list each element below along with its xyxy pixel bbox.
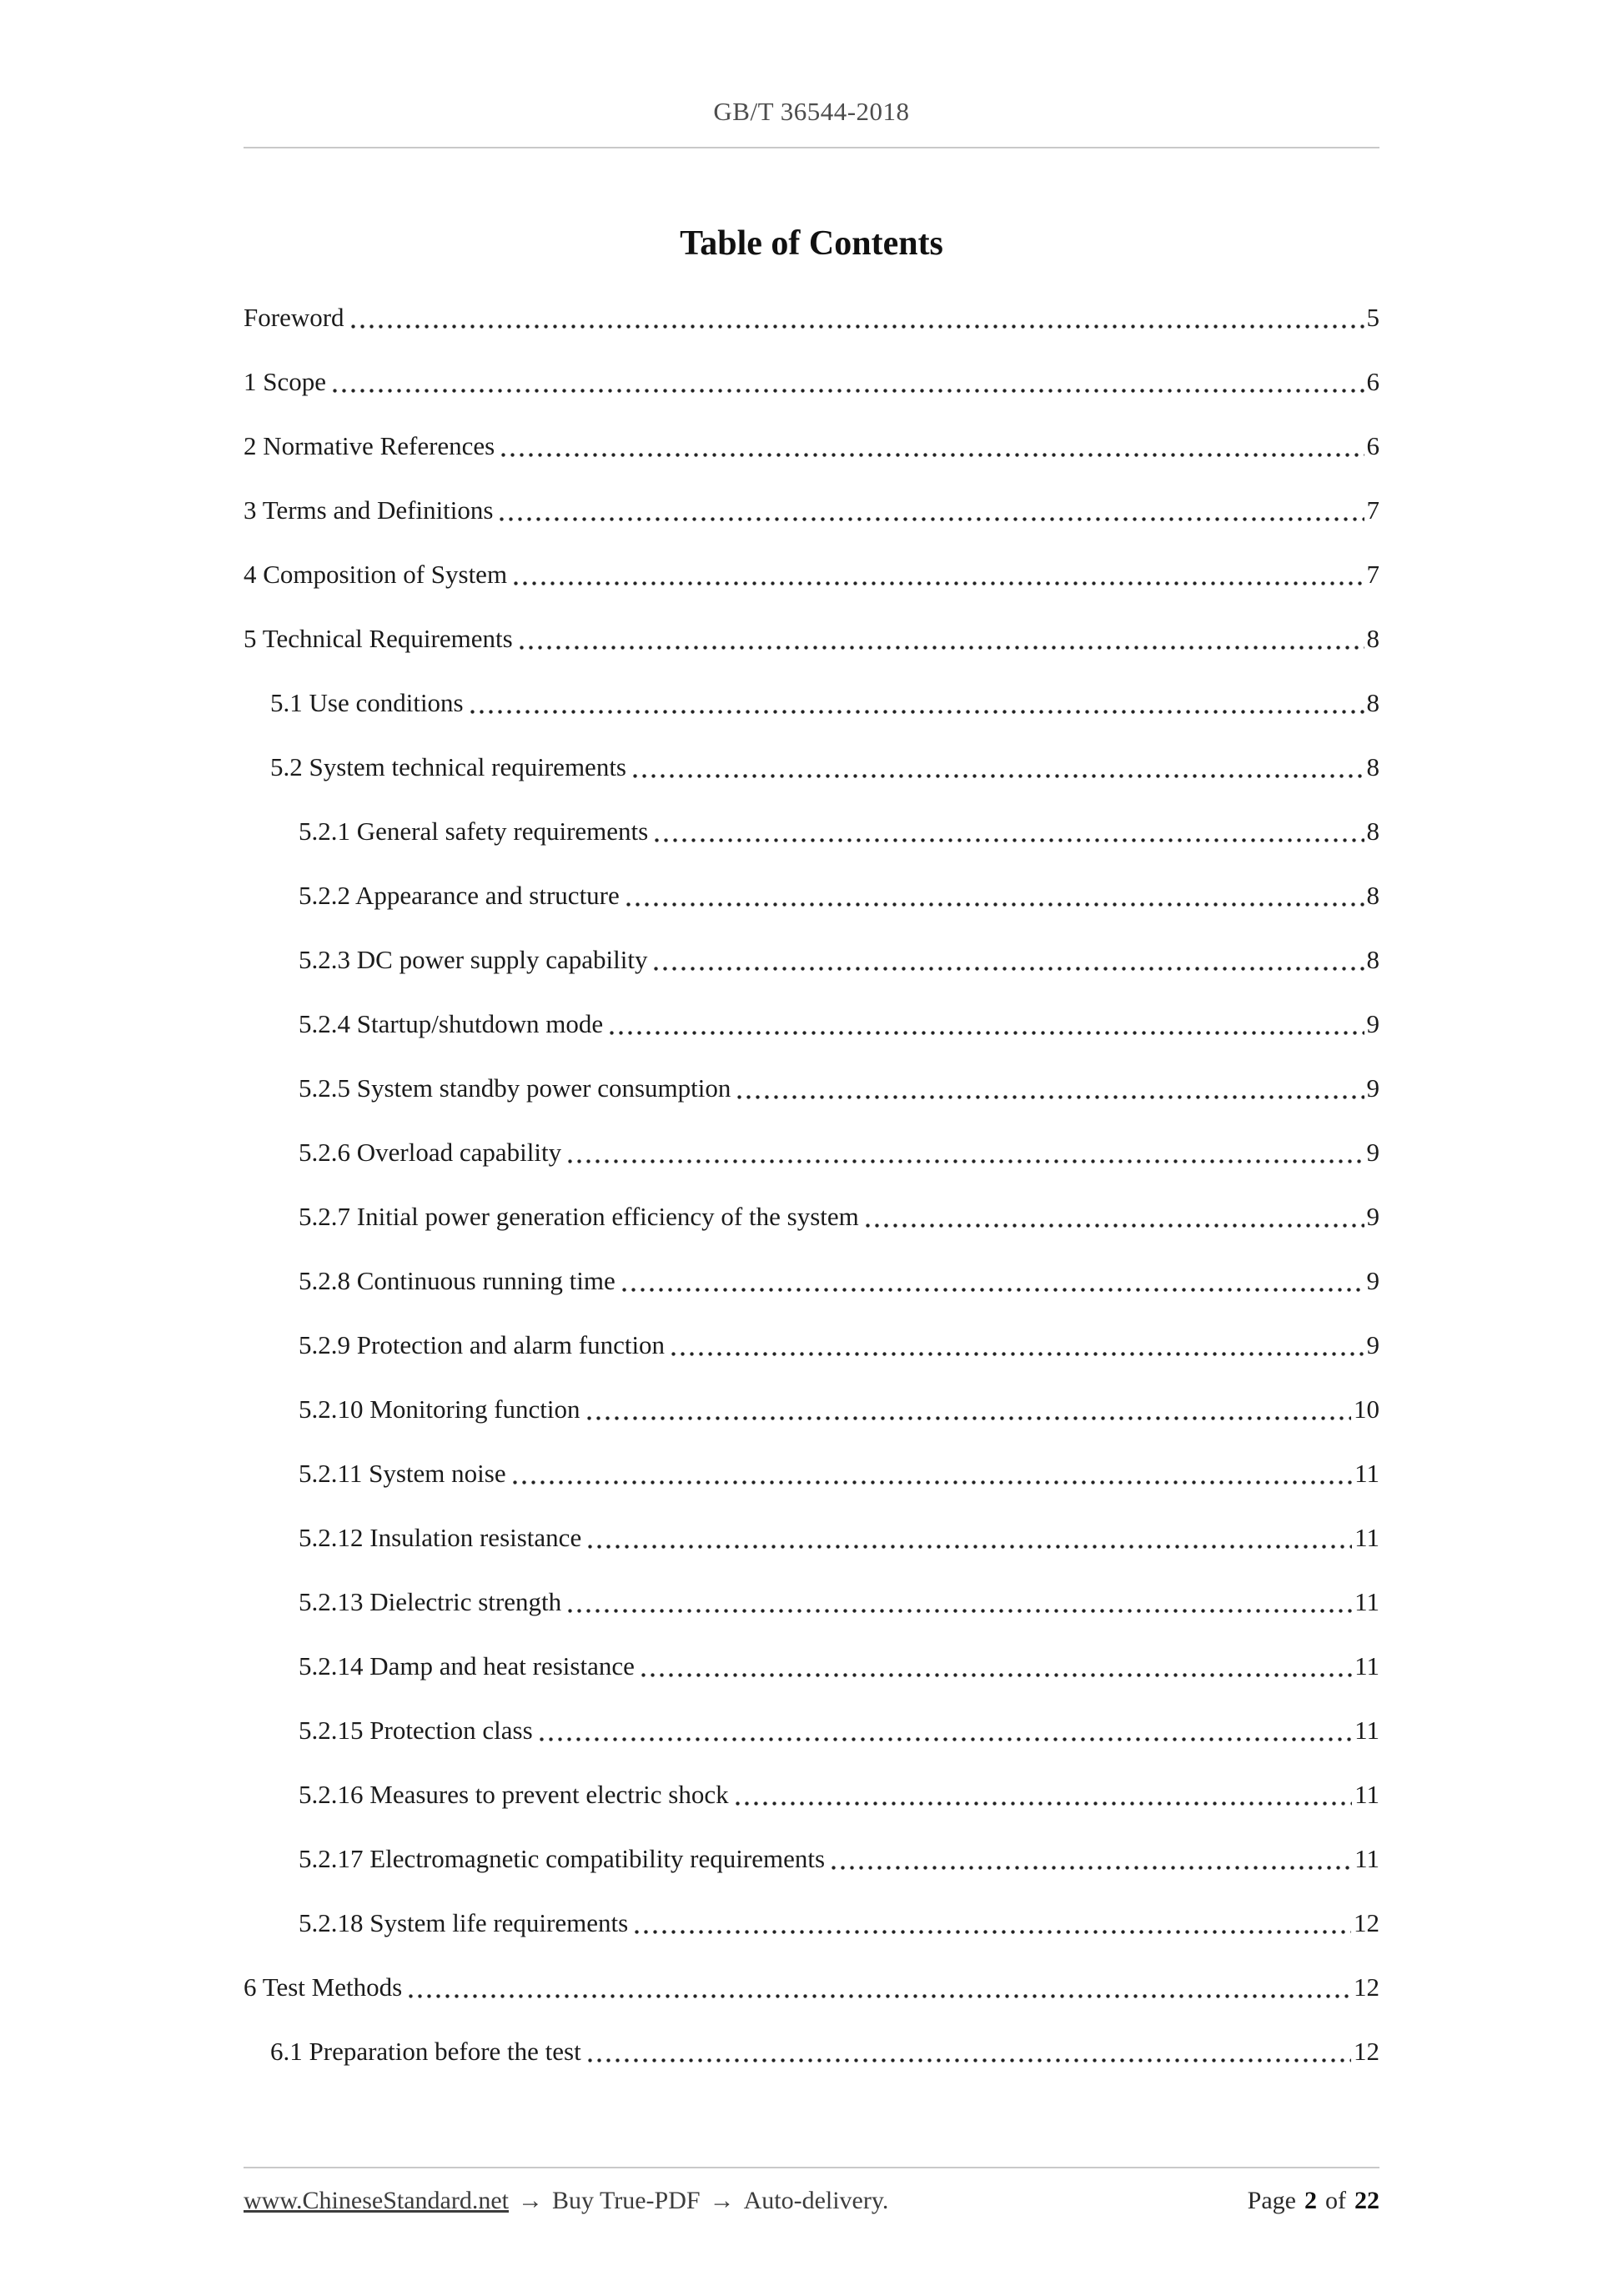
toc-entry-label: 5.2.11 System noise bbox=[299, 1459, 506, 1488]
toc-entry bbox=[244, 863, 1379, 927]
dot-leader bbox=[506, 1441, 1355, 1505]
toc-entry-page: 8 bbox=[1366, 816, 1379, 846]
toc-entry-page: 8 bbox=[1366, 945, 1379, 974]
footer-left bbox=[244, 2187, 888, 2215]
toc-entry-label: 3 Terms and Definitions bbox=[244, 495, 494, 525]
toc-entry-page: 10 bbox=[1354, 1394, 1379, 1424]
toc-entry bbox=[244, 927, 1379, 992]
toc-entry-page: 12 bbox=[1354, 1972, 1379, 2002]
arrow-right-icon: → bbox=[518, 2187, 543, 2214]
toc-entry-label: 5.2.3 DC power supply capability bbox=[299, 945, 648, 974]
dot-leader bbox=[344, 285, 1367, 349]
toc-entry-page: 9 bbox=[1366, 1073, 1379, 1103]
toc-entry bbox=[244, 1441, 1379, 1505]
toc-entry bbox=[244, 1377, 1379, 1441]
toc-entry bbox=[244, 1955, 1379, 2019]
auto-delivery-text: Auto-delivery. bbox=[743, 2187, 889, 2214]
dot-leader bbox=[561, 1120, 1366, 1184]
toc-entry-label: 5.2.18 System life requirements bbox=[299, 1908, 629, 1937]
dot-leader bbox=[493, 478, 1366, 542]
toc-entry bbox=[244, 349, 1379, 414]
toc-entry bbox=[244, 992, 1379, 1056]
toc-entry bbox=[244, 1184, 1379, 1248]
page-label: Page bbox=[1247, 2187, 1296, 2214]
dot-leader bbox=[581, 2019, 1354, 2083]
toc-entry bbox=[244, 1313, 1379, 1377]
toc-entry-page: 9 bbox=[1366, 1330, 1379, 1359]
toc-entry bbox=[244, 1634, 1379, 1698]
page-footer bbox=[244, 2167, 1379, 2215]
toc-entry-label: 5.2.9 Protection and alarm function bbox=[299, 1330, 666, 1359]
toc-entry bbox=[244, 285, 1379, 349]
toc-entry-page: 7 bbox=[1366, 560, 1379, 589]
toc-entry-page: 12 bbox=[1354, 1908, 1379, 1937]
toc-entry-page: 8 bbox=[1366, 624, 1379, 653]
dot-leader bbox=[464, 671, 1367, 735]
dot-leader bbox=[581, 1505, 1354, 1570]
toc-entry-label: 5.2.14 Damp and heat resistance bbox=[299, 1651, 635, 1681]
dot-leader bbox=[326, 349, 1366, 414]
toc-entry-label: 5.2.16 Measures to prevent electric shock bbox=[299, 1780, 729, 1809]
toc-entry-page: 7 bbox=[1366, 495, 1379, 525]
toc-entry-page: 8 bbox=[1366, 752, 1379, 781]
toc-entry-label: 5.2.17 Electromagnetic compatibility requirements bbox=[299, 1844, 826, 1873]
toc-entry-label: 6.1 Preparation before the test bbox=[270, 2037, 581, 2066]
toc-entry-page: 12 bbox=[1354, 2037, 1379, 2066]
toc-entry-label: 5.2.10 Monitoring function bbox=[299, 1394, 580, 1424]
page-title: Table of Contents bbox=[680, 224, 943, 263]
dot-leader bbox=[533, 1698, 1354, 1762]
toc-entry bbox=[244, 1826, 1379, 1891]
current-page-number: 2 bbox=[1304, 2187, 1317, 2214]
toc-entry-page: 9 bbox=[1366, 1009, 1379, 1038]
dot-leader bbox=[729, 1762, 1355, 1826]
toc-entry bbox=[244, 671, 1379, 735]
toc-entry-label: 5 Technical Requirements bbox=[244, 624, 513, 653]
toc-entry-page: 11 bbox=[1354, 1651, 1379, 1681]
toc-entry bbox=[244, 542, 1379, 606]
toc-entry-label: 1 Scope bbox=[244, 367, 327, 396]
toc-entry-label: 5.2.13 Dielectric strength bbox=[299, 1587, 562, 1616]
toc-entry bbox=[244, 1762, 1379, 1826]
toc-entry bbox=[244, 1120, 1379, 1184]
toc-entry bbox=[244, 735, 1379, 799]
toc-entry-page: 6 bbox=[1366, 431, 1379, 460]
toc-entry-label: 5.2 System technical requirements bbox=[270, 752, 626, 781]
dot-leader bbox=[620, 863, 1367, 927]
toc-entry bbox=[244, 1248, 1379, 1313]
toc-entry-label: 6 Test Methods bbox=[244, 1972, 403, 2002]
toc-list bbox=[244, 285, 1379, 2083]
toc-entry-label: 4 Composition of System bbox=[244, 560, 508, 589]
dot-leader bbox=[648, 799, 1366, 863]
dot-leader bbox=[825, 1826, 1354, 1891]
buy-true-pdf-text: Buy True-PDF bbox=[552, 2187, 701, 2214]
toc-entry-page: 11 bbox=[1354, 1716, 1379, 1745]
toc-entry-page: 11 bbox=[1354, 1780, 1379, 1809]
toc-entry-page: 8 bbox=[1366, 881, 1379, 910]
toc-entry-page: 5 bbox=[1366, 303, 1379, 332]
of-label: of bbox=[1325, 2187, 1346, 2214]
toc-entry bbox=[244, 1056, 1379, 1120]
toc-entry-label: 5.2.6 Overload capability bbox=[299, 1138, 562, 1167]
toc-entry bbox=[244, 1570, 1379, 1634]
toc-entry-label: 5.2.15 Protection class bbox=[299, 1716, 533, 1745]
toc-entry bbox=[244, 1698, 1379, 1762]
dot-leader bbox=[731, 1056, 1366, 1120]
toc-entry bbox=[244, 478, 1379, 542]
toc-entry-page: 9 bbox=[1366, 1202, 1379, 1231]
toc-entry-label: 5.2.5 System standby power consumption bbox=[299, 1073, 731, 1103]
dot-leader bbox=[626, 735, 1367, 799]
toc-entry bbox=[244, 799, 1379, 863]
toc-entry-label: 5.2.12 Insulation resistance bbox=[299, 1523, 582, 1552]
total-page-number: 22 bbox=[1354, 2187, 1379, 2214]
dot-leader bbox=[603, 992, 1366, 1056]
toc-entry-page: 9 bbox=[1366, 1138, 1379, 1167]
dot-leader bbox=[647, 927, 1366, 992]
toc-entry-page: 11 bbox=[1354, 1523, 1379, 1552]
toc-entry bbox=[244, 1891, 1379, 1955]
dot-leader bbox=[561, 1570, 1354, 1634]
site-link[interactable]: www.ChineseStandard.net bbox=[244, 2187, 509, 2214]
doc-number-header: GB/T 36544-2018 bbox=[713, 97, 910, 126]
dot-leader bbox=[859, 1184, 1367, 1248]
toc-entry-page: 11 bbox=[1354, 1459, 1379, 1488]
dot-leader bbox=[580, 1377, 1354, 1441]
toc-entry-label: 5.2.2 Appearance and structure bbox=[299, 881, 620, 910]
toc-entry-label: 2 Normative References bbox=[244, 431, 495, 460]
header-divider bbox=[244, 147, 1379, 148]
toc-entry-page: 9 bbox=[1366, 1266, 1379, 1295]
dot-leader bbox=[635, 1634, 1354, 1698]
toc-entry bbox=[244, 1505, 1379, 1570]
toc-entry bbox=[244, 414, 1379, 478]
arrow-right-icon: → bbox=[709, 2187, 735, 2214]
toc-entry-label: 5.2.1 General safety requirements bbox=[299, 816, 649, 846]
dot-leader bbox=[507, 542, 1366, 606]
toc-entry bbox=[244, 606, 1379, 671]
toc-entry-page: 8 bbox=[1366, 688, 1379, 717]
dot-leader bbox=[665, 1313, 1366, 1377]
dot-leader bbox=[495, 414, 1366, 478]
toc-entry-page: 6 bbox=[1366, 367, 1379, 396]
dot-leader bbox=[628, 1891, 1354, 1955]
toc-entry-label: 5.2.8 Continuous running time bbox=[299, 1266, 616, 1295]
page-indicator bbox=[1248, 2187, 1379, 2215]
toc-entry-page: 11 bbox=[1354, 1844, 1379, 1873]
toc-entry-label: 5.2.4 Startup/shutdown mode bbox=[299, 1009, 604, 1038]
toc-entry-page: 11 bbox=[1354, 1587, 1379, 1616]
toc-entry bbox=[244, 2019, 1379, 2083]
dot-leader bbox=[513, 606, 1367, 671]
footer-divider bbox=[244, 2167, 1379, 2168]
toc-entry-label: 5.1 Use conditions bbox=[270, 688, 464, 717]
toc-entry-label: Foreword bbox=[244, 303, 344, 332]
dot-leader bbox=[402, 1955, 1354, 2019]
dot-leader bbox=[616, 1248, 1367, 1313]
toc-entry-label: 5.2.7 Initial power generation efficiency of the system bbox=[299, 1202, 859, 1231]
